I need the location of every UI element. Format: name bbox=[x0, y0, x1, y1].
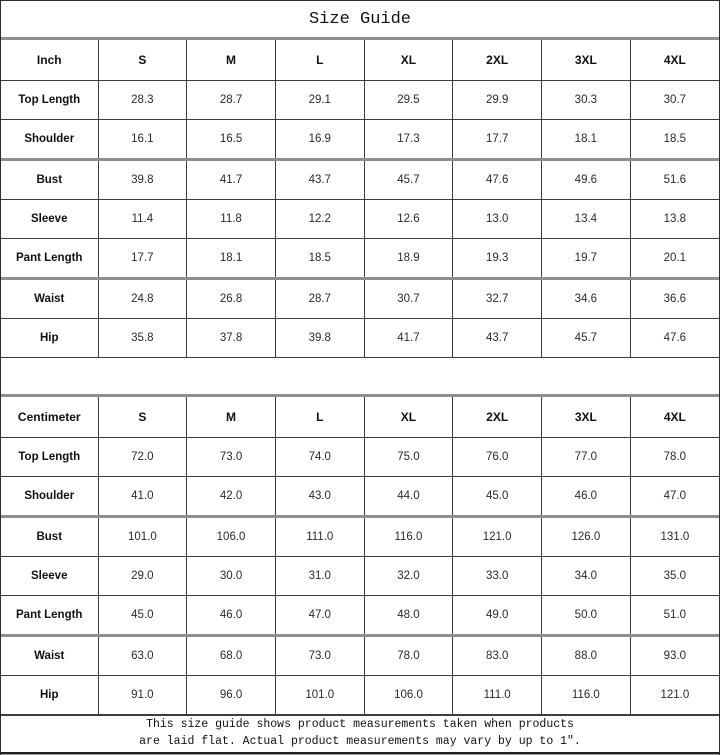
measurement-value-cell: 74.0 bbox=[275, 438, 364, 477]
measurement-value-cell: 72.0 bbox=[98, 438, 187, 477]
footer-note-line-1: This size guide shows product measurements taken when products bbox=[146, 718, 574, 732]
measurement-label-cell: Hip bbox=[1, 319, 98, 358]
measurement-value-cell: 77.0 bbox=[542, 438, 631, 477]
measurement-value-cell: 17.3 bbox=[364, 120, 453, 160]
size-column-header: M bbox=[187, 397, 276, 438]
measurement-row bbox=[1, 438, 719, 477]
measurement-label-cell: Pant Length bbox=[1, 239, 98, 279]
measurement-value-cell: 30.0 bbox=[187, 557, 276, 596]
measurement-value-cell: 101.0 bbox=[98, 517, 187, 557]
measurement-value-cell: 24.8 bbox=[98, 279, 187, 319]
measurement-value-cell: 18.1 bbox=[187, 239, 276, 279]
measurement-value-cell: 45.7 bbox=[364, 160, 453, 200]
measurement-value-cell: 47.6 bbox=[630, 319, 719, 358]
measurement-value-cell: 19.7 bbox=[542, 239, 631, 279]
measurement-value-cell: 126.0 bbox=[542, 517, 631, 557]
measurement-value-cell: 30.7 bbox=[630, 81, 719, 120]
measurement-value-cell: 28.3 bbox=[98, 81, 187, 120]
measurement-row bbox=[1, 279, 719, 319]
measurement-value-cell: 32.0 bbox=[364, 557, 453, 596]
measurement-value-cell: 75.0 bbox=[364, 438, 453, 477]
size-column-header: 4XL bbox=[630, 40, 719, 81]
measurement-value-cell: 93.0 bbox=[630, 636, 719, 676]
measurement-value-cell: 43.0 bbox=[275, 477, 364, 517]
measurement-value-cell: 106.0 bbox=[364, 676, 453, 715]
measurement-value-cell: 44.0 bbox=[364, 477, 453, 517]
measurement-label-cell: Bust bbox=[1, 160, 98, 200]
measurement-value-cell: 11.4 bbox=[98, 200, 187, 239]
measurement-label-cell: Shoulder bbox=[1, 477, 98, 517]
measurement-row bbox=[1, 517, 719, 557]
size-column-header: L bbox=[275, 40, 364, 81]
measurement-value-cell: 41.7 bbox=[364, 319, 453, 358]
measurement-label-cell: Hip bbox=[1, 676, 98, 715]
measurement-value-cell: 96.0 bbox=[187, 676, 276, 715]
measurement-value-cell: 18.1 bbox=[542, 120, 631, 160]
measurement-value-cell: 88.0 bbox=[542, 636, 631, 676]
measurement-value-cell: 63.0 bbox=[98, 636, 187, 676]
measurement-row bbox=[1, 120, 719, 160]
measurement-value-cell: 35.0 bbox=[630, 557, 719, 596]
table-gap bbox=[1, 358, 719, 397]
measurement-value-cell: 29.9 bbox=[453, 81, 542, 120]
measurement-value-cell: 41.0 bbox=[98, 477, 187, 517]
measurement-value-cell: 43.7 bbox=[453, 319, 542, 358]
measurement-value-cell: 83.0 bbox=[453, 636, 542, 676]
measurement-value-cell: 111.0 bbox=[453, 676, 542, 715]
measurement-value-cell: 121.0 bbox=[630, 676, 719, 715]
measurement-value-cell: 34.0 bbox=[542, 557, 631, 596]
measurement-label-cell: Bust bbox=[1, 517, 98, 557]
measurement-value-cell: 101.0 bbox=[275, 676, 364, 715]
measurement-value-cell: 45.0 bbox=[453, 477, 542, 517]
measurement-value-cell: 17.7 bbox=[98, 239, 187, 279]
measurement-value-cell: 30.3 bbox=[542, 81, 631, 120]
measurement-value-cell: 37.8 bbox=[187, 319, 276, 358]
measurement-value-cell: 45.7 bbox=[542, 319, 631, 358]
measurement-value-cell: 121.0 bbox=[453, 517, 542, 557]
measurement-row bbox=[1, 239, 719, 279]
measurement-value-cell: 29.1 bbox=[275, 81, 364, 120]
measurement-value-cell: 26.8 bbox=[187, 279, 276, 319]
centimeter-size-table bbox=[1, 397, 719, 715]
measurement-value-cell: 68.0 bbox=[187, 636, 276, 676]
measurement-value-cell: 32.7 bbox=[453, 279, 542, 319]
size-column-header: S bbox=[98, 397, 187, 438]
inch-size-table bbox=[1, 40, 719, 358]
measurement-row bbox=[1, 160, 719, 200]
measurement-label-cell: Pant Length bbox=[1, 596, 98, 636]
measurement-label-cell: Sleeve bbox=[1, 557, 98, 596]
measurement-label-cell: Shoulder bbox=[1, 120, 98, 160]
footer-note bbox=[1, 715, 719, 754]
measurement-value-cell: 36.6 bbox=[630, 279, 719, 319]
measurement-value-cell: 116.0 bbox=[542, 676, 631, 715]
measurement-value-cell: 51.0 bbox=[630, 596, 719, 636]
size-column-header: L bbox=[275, 397, 364, 438]
measurement-value-cell: 49.6 bbox=[542, 160, 631, 200]
size-column-header: 2XL bbox=[453, 397, 542, 438]
measurement-value-cell: 47.0 bbox=[275, 596, 364, 636]
measurement-value-cell: 35.8 bbox=[98, 319, 187, 358]
measurement-value-cell: 91.0 bbox=[98, 676, 187, 715]
measurement-row bbox=[1, 319, 719, 358]
measurement-value-cell: 13.8 bbox=[630, 200, 719, 239]
measurement-value-cell: 42.0 bbox=[187, 477, 276, 517]
measurement-value-cell: 28.7 bbox=[187, 81, 276, 120]
measurement-value-cell: 45.0 bbox=[98, 596, 187, 636]
size-column-header: M bbox=[187, 40, 276, 81]
measurement-value-cell: 13.4 bbox=[542, 200, 631, 239]
size-header-row bbox=[1, 40, 719, 81]
unit-label-cell: Centimeter bbox=[1, 397, 98, 438]
measurement-value-cell: 11.8 bbox=[187, 200, 276, 239]
measurement-value-cell: 43.7 bbox=[275, 160, 364, 200]
measurement-value-cell: 50.0 bbox=[542, 596, 631, 636]
measurement-value-cell: 16.9 bbox=[275, 120, 364, 160]
measurement-value-cell: 29.0 bbox=[98, 557, 187, 596]
size-column-header: S bbox=[98, 40, 187, 81]
measurement-value-cell: 12.2 bbox=[275, 200, 364, 239]
unit-label-cell: Inch bbox=[1, 40, 98, 81]
measurement-value-cell: 47.6 bbox=[453, 160, 542, 200]
size-column-header: 3XL bbox=[542, 397, 631, 438]
measurement-value-cell: 47.0 bbox=[630, 477, 719, 517]
size-column-header: XL bbox=[364, 40, 453, 81]
measurement-value-cell: 20.1 bbox=[630, 239, 719, 279]
measurement-value-cell: 76.0 bbox=[453, 438, 542, 477]
measurement-row bbox=[1, 676, 719, 715]
measurement-row bbox=[1, 477, 719, 517]
size-column-header: 2XL bbox=[453, 40, 542, 81]
measurement-row bbox=[1, 636, 719, 676]
measurement-value-cell: 39.8 bbox=[275, 319, 364, 358]
measurement-value-cell: 78.0 bbox=[630, 438, 719, 477]
measurement-value-cell: 19.3 bbox=[453, 239, 542, 279]
measurement-value-cell: 18.5 bbox=[630, 120, 719, 160]
measurement-value-cell: 30.7 bbox=[364, 279, 453, 319]
measurement-value-cell: 34.6 bbox=[542, 279, 631, 319]
measurement-value-cell: 116.0 bbox=[364, 517, 453, 557]
measurement-value-cell: 78.0 bbox=[364, 636, 453, 676]
measurement-value-cell: 48.0 bbox=[364, 596, 453, 636]
measurement-value-cell: 28.7 bbox=[275, 279, 364, 319]
measurement-value-cell: 49.0 bbox=[453, 596, 542, 636]
measurement-value-cell: 51.6 bbox=[630, 160, 719, 200]
measurement-value-cell: 12.6 bbox=[364, 200, 453, 239]
measurement-value-cell: 73.0 bbox=[275, 636, 364, 676]
measurement-value-cell: 13.0 bbox=[453, 200, 542, 239]
measurement-value-cell: 46.0 bbox=[542, 477, 631, 517]
measurement-value-cell: 17.7 bbox=[453, 120, 542, 160]
footer-note-line-2: are laid flat. Actual product measurements may vary by up to 1″. bbox=[139, 735, 581, 748]
size-header-row bbox=[1, 397, 719, 438]
measurement-value-cell: 131.0 bbox=[630, 517, 719, 557]
measurement-value-cell: 16.1 bbox=[98, 120, 187, 160]
measurement-value-cell: 29.5 bbox=[364, 81, 453, 120]
size-column-header: 3XL bbox=[542, 40, 631, 81]
measurement-value-cell: 41.7 bbox=[187, 160, 276, 200]
measurement-row bbox=[1, 81, 719, 120]
measurement-value-cell: 46.0 bbox=[187, 596, 276, 636]
measurement-label-cell: Top Length bbox=[1, 81, 98, 120]
measurement-label-cell: Waist bbox=[1, 636, 98, 676]
measurement-label-cell: Sleeve bbox=[1, 200, 98, 239]
measurement-row bbox=[1, 200, 719, 239]
size-column-header: 4XL bbox=[630, 397, 719, 438]
measurement-value-cell: 111.0 bbox=[275, 517, 364, 557]
measurement-value-cell: 31.0 bbox=[275, 557, 364, 596]
measurement-value-cell: 18.9 bbox=[364, 239, 453, 279]
measurement-value-cell: 106.0 bbox=[187, 517, 276, 557]
measurement-label-cell: Top Length bbox=[1, 438, 98, 477]
measurement-value-cell: 16.5 bbox=[187, 120, 276, 160]
measurement-value-cell: 73.0 bbox=[187, 438, 276, 477]
measurement-value-cell: 33.0 bbox=[453, 557, 542, 596]
measurement-value-cell: 39.8 bbox=[98, 160, 187, 200]
measurement-value-cell: 18.5 bbox=[275, 239, 364, 279]
measurement-row bbox=[1, 557, 719, 596]
size-guide-title: Size Guide bbox=[1, 1, 719, 40]
measurement-row bbox=[1, 596, 719, 636]
measurement-label-cell: Waist bbox=[1, 279, 98, 319]
size-column-header: XL bbox=[364, 397, 453, 438]
